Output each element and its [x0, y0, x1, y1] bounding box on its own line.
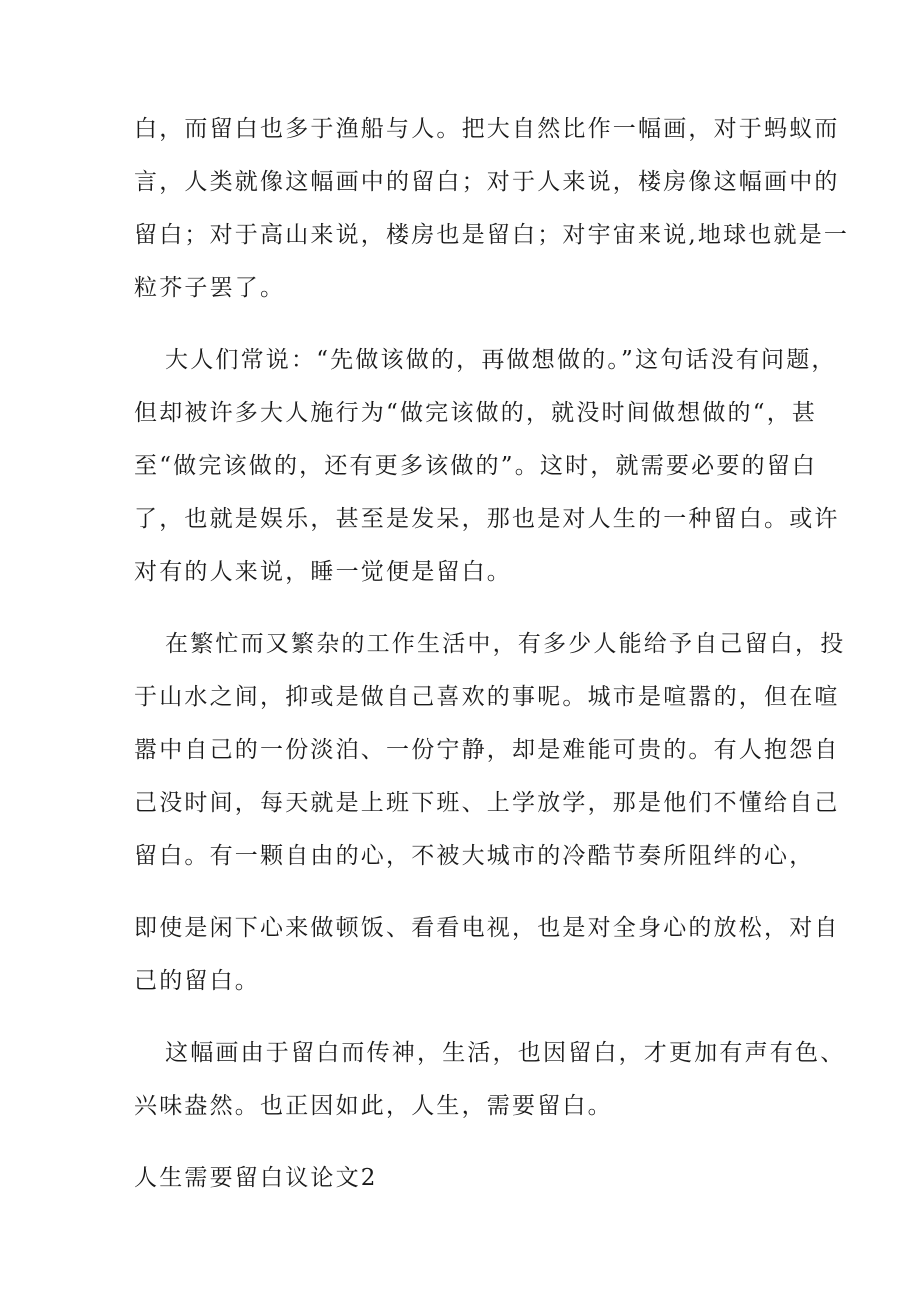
paragraph-2-line-4: 了，也就是娱乐，甚至是发呆，那也是对人生的一种留白。或许: [134, 506, 840, 532]
paragraph-5-line-2: 兴味盎然。也正因如此，人生，需要留白。: [134, 1093, 613, 1119]
paragraph-3-line-3: 嚣中自己的一份淡泊、一份宁静，却是难能可贵的。有人抱怨自: [134, 737, 840, 763]
paragraph-2-line-2: 但却被许多大人施行为“做完该做的，就没时间做想做的“，甚: [134, 400, 818, 426]
paragraph-2-line-1: 大人们常说：“先做该做的，再做想做的。”这句话没有问题，: [165, 347, 837, 373]
paragraph-5-line-1: 这幅画由于留白而传神，生活，也因留白，才更加有声有色、: [165, 1040, 846, 1066]
paragraph-3-line-1: 在繁忙而又繁杂的工作生活中，有多少人能给予自己留白，投: [165, 631, 846, 657]
paragraph-4-line-1: 即使是闲下心来做顿饭、看看电视，也是对全身心的放松，对自: [134, 915, 840, 941]
paragraph-4-line-2: 己的留白。: [134, 968, 260, 994]
paragraph-1-line-1: 白，而留白也多于渔船与人。把大自然比作一幅画，对于蚂蚁而: [134, 116, 840, 142]
paragraph-2-line-3: 至“做完该做的，还有更多该做的”。这时，就需要必要的留白: [134, 453, 818, 479]
paragraph-1-line-2: 言，人类就像这幅画中的留白；对于人来说，楼房像这幅画中的: [134, 169, 840, 195]
paragraph-3-line-4: 己没时间，每天就是上班下班、上学放学，那是他们不懂给自己: [134, 790, 840, 816]
paragraph-1-line-4: 粒芥子罢了。: [134, 275, 286, 301]
section-heading: 人生需要留白议论文2: [134, 1165, 378, 1191]
paragraph-3-line-5: 留白。有一颗自由的心，不被大城市的冷酷节奏所阻绊的心，: [134, 843, 815, 869]
paragraph-3-line-2: 于山水之间，抑或是做自己喜欢的事呢。城市是喧嚣的，但在喧: [134, 684, 840, 710]
paragraph-1-line-3: 留白；对于高山来说，楼房也是留白；对宇宙来说,地球也就是一: [134, 222, 850, 248]
paragraph-2-line-5: 对有的人来说，睡一觉便是留白。: [134, 559, 512, 585]
